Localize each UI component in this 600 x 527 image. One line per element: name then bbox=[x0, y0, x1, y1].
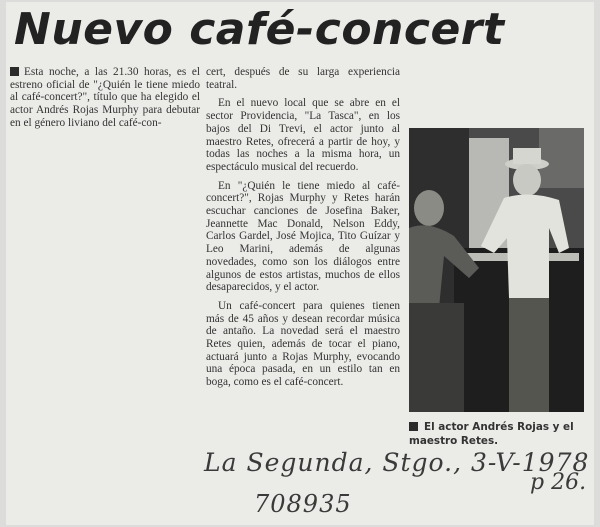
photo-illustration bbox=[409, 128, 584, 412]
paragraph: cert, después de su larga experiencia teatral. bbox=[206, 66, 400, 91]
paragraph-text: Esta noche, a las 21.30 horas, es el estreno oficial de "¿Quién le tiene miedo al café-concert?", título que ha elegido el actor Andrés Rojas Murphy para debutar en el género liviano del café-con- bbox=[10, 66, 200, 129]
bullet-square-icon bbox=[10, 67, 19, 76]
article-column-1 bbox=[10, 66, 200, 136]
paragraph bbox=[10, 66, 200, 130]
handwritten-source-note: La Segunda, Stgo., 3-V-1978 bbox=[204, 448, 590, 477]
paragraph: Un café-concert para quienes tienen más de 45 años y desean recordar música de antaño. La novedad será el maestro Retes quien, además de tocar el piano, actuará junto a Rojas Murphy, evocando una época pasada, en un estilo tan en boga, como es el café-concert. bbox=[206, 299, 400, 389]
photo-caption bbox=[409, 420, 589, 448]
handwritten-catalog-number: 708935 bbox=[254, 490, 352, 518]
bullet-square-icon bbox=[409, 422, 418, 431]
headline: Nuevo café-concert bbox=[14, 4, 505, 55]
photo bbox=[409, 128, 584, 412]
article-column-2 bbox=[206, 66, 400, 395]
paragraph: En el nuevo local que se abre en el sector Providencia, "La Tasca", en los bajos del Di Trevi, el actor junto al maestro Retes, ofrecerá a partir de hoy, y todas las noches a la misma hora, un espectáculo musical del recuerdo. bbox=[206, 97, 400, 173]
handwritten-page-note: p 26. bbox=[530, 470, 587, 495]
paragraph: En "¿Quién le tiene miedo al café-concert?", Rojas Murphy y Retes harán escuchar canciones de Josefina Baker, Jeannette Mac Donald, Nelson Eddy, Carlos Gardel, José Mojica, Tito Guízar y Leo Marini, además de algunas novedades, como son los diálogos entre algunos de estos artistas, muchos de ellos desaparecidos, y el actor. bbox=[206, 179, 400, 294]
caption-text: El actor Andrés Rojas y el maestro Retes. bbox=[409, 421, 574, 447]
